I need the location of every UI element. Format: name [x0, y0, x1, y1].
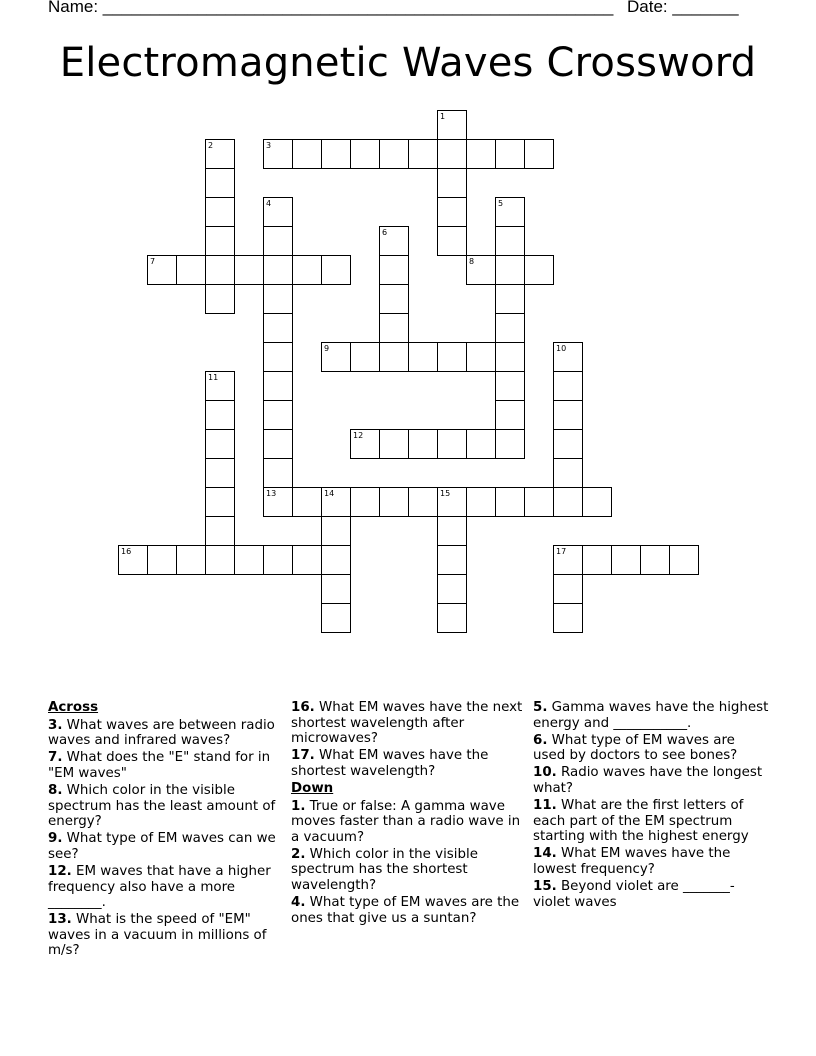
clue-text: What does the "E" stand for in "EM waves"	[48, 750, 271, 781]
crossword-cell[interactable]	[379, 226, 409, 256]
crossword-cell[interactable]	[147, 545, 177, 575]
crossword-cell[interactable]	[263, 255, 293, 285]
crossword-cell[interactable]	[263, 487, 293, 517]
crossword-cell[interactable]	[553, 429, 583, 459]
clue-across-17	[291, 748, 527, 779]
clue-number: 15.	[533, 879, 557, 895]
clue-text: EM waves that have a higher frequency also have a more ________.	[48, 863, 271, 911]
clue-across-16	[291, 700, 527, 747]
crossword-cell[interactable]	[437, 574, 467, 604]
cell-number: 7	[150, 257, 156, 266]
crossword-cell[interactable]	[292, 139, 322, 169]
crossword-cell[interactable]	[263, 342, 293, 372]
cell-number: 3	[266, 141, 272, 150]
crossword-cell[interactable]	[495, 371, 525, 401]
crossword-cell[interactable]	[495, 342, 525, 372]
crossword-cell[interactable]	[524, 487, 554, 517]
clue-number: 16.	[291, 700, 315, 715]
crossword-cell[interactable]	[379, 284, 409, 314]
crossword-cell[interactable]	[321, 487, 351, 517]
cell-number: 11	[208, 373, 219, 382]
crossword-cell[interactable]	[437, 168, 467, 198]
crossword-cell[interactable]	[205, 226, 235, 256]
cell-number: 12	[353, 431, 364, 440]
crossword-cell[interactable]	[263, 284, 293, 314]
crossword-cell[interactable]	[582, 545, 612, 575]
crossword-cell[interactable]	[437, 110, 467, 140]
cell-number: 13	[266, 489, 277, 498]
clue-number: 13.	[48, 912, 72, 928]
crossword-cell[interactable]	[553, 458, 583, 488]
crossword-cell[interactable]	[263, 139, 293, 169]
clue-down-5	[533, 700, 769, 731]
crossword-cell[interactable]	[437, 226, 467, 256]
clue-across-8	[48, 783, 284, 830]
clue-down-14	[533, 846, 769, 877]
clue-text: What type of EM waves are the ones that give us a suntan?	[291, 895, 520, 926]
clue-text: Beyond violet are _______-violet waves	[533, 879, 735, 910]
crossword-cell[interactable]	[205, 458, 235, 488]
clue-down-15	[533, 879, 769, 910]
crossword-cell[interactable]	[495, 139, 525, 169]
crossword-cell[interactable]	[553, 371, 583, 401]
crossword-cell[interactable]	[263, 429, 293, 459]
crossword-cell[interactable]	[205, 371, 235, 401]
date-field-label[interactable]: Date: _______	[627, 0, 739, 16]
crossword-cell[interactable]	[263, 545, 293, 575]
clue-number: 6.	[533, 732, 548, 748]
cell-number: 6	[382, 228, 388, 237]
clue-text: Gamma waves have the highest energy and ___________.	[533, 700, 769, 731]
clue-number: 9.	[48, 831, 63, 847]
crossword-cell[interactable]	[437, 487, 467, 517]
crossword-cell[interactable]	[321, 603, 351, 633]
crossword-cell[interactable]	[176, 255, 206, 285]
crossword-cell[interactable]	[321, 516, 351, 546]
cell-number: 2	[208, 141, 214, 150]
clue-number: 2.	[291, 846, 306, 862]
cell-number: 9	[324, 344, 330, 353]
crossword-cell[interactable]	[437, 545, 467, 575]
crossword-cell[interactable]	[495, 429, 525, 459]
crossword-cell[interactable]	[408, 487, 438, 517]
crossword-cell[interactable]	[437, 197, 467, 227]
clue-text: What are the first letters of each part of the EM spectrum starting with the highest energy	[533, 798, 749, 845]
clue-number: 5.	[533, 700, 548, 715]
crossword-cell[interactable]	[495, 487, 525, 517]
clue-text: What EM waves have the next shortest wavelength after microwaves?	[291, 700, 523, 747]
clue-text: True or false: A gamma wave moves faster than a radio wave in a vacuum?	[291, 798, 521, 845]
crossword-cell[interactable]	[205, 168, 235, 198]
clue-across-3	[48, 718, 284, 749]
clue-number: 3.	[48, 717, 63, 733]
clue-down-11	[533, 798, 769, 845]
clue-text: What EM waves have the lowest frequency?	[533, 846, 731, 877]
crossword-cell[interactable]	[205, 545, 235, 575]
page-title: Electromagnetic Waves Crossword	[59, 40, 757, 86]
crossword-cell[interactable]	[379, 342, 409, 372]
crossword-cell[interactable]	[379, 313, 409, 343]
crossword-cell[interactable]	[379, 139, 409, 169]
crossword-cell[interactable]	[466, 255, 496, 285]
crossword-cell[interactable]	[379, 255, 409, 285]
crossword-cell[interactable]	[495, 400, 525, 430]
crossword-cell[interactable]	[495, 197, 525, 227]
crossword-cell[interactable]	[321, 574, 351, 604]
clue-text: What waves are between radio waves and infrared waves?	[48, 717, 275, 749]
crossword-cell[interactable]	[553, 342, 583, 372]
clue-across-13	[48, 912, 284, 959]
cell-number: 4	[266, 199, 272, 208]
crossword-cell[interactable]	[205, 139, 235, 169]
clue-down-10	[533, 765, 769, 796]
crossword-cell[interactable]	[118, 545, 148, 575]
crossword-cell[interactable]	[408, 342, 438, 372]
crossword-cell[interactable]	[350, 139, 380, 169]
crossword-cell[interactable]	[321, 342, 351, 372]
crossword-cell[interactable]	[553, 487, 583, 517]
crossword-cell[interactable]	[524, 255, 554, 285]
crossword-cell[interactable]	[495, 313, 525, 343]
crossword-cell[interactable]	[379, 487, 409, 517]
clue-number: 10.	[533, 765, 557, 781]
crossword-cell[interactable]	[205, 487, 235, 517]
crossword-cell[interactable]	[553, 574, 583, 604]
crossword-cell[interactable]	[437, 342, 467, 372]
crossword-cell[interactable]	[379, 429, 409, 459]
clue-text: Which color in the visible spectrum has the least amount of energy?	[48, 782, 276, 830]
clues-column-1	[48, 700, 284, 961]
crossword-cell[interactable]	[263, 226, 293, 256]
crossword-cell[interactable]	[205, 197, 235, 227]
crossword-cell[interactable]	[611, 545, 641, 575]
crossword-cell[interactable]	[350, 429, 380, 459]
across-heading: Across	[48, 700, 99, 715]
crossword-cell[interactable]	[147, 255, 177, 285]
crossword-cell[interactable]	[582, 487, 612, 517]
clue-number: 17.	[291, 748, 315, 764]
clue-down-4	[291, 895, 527, 926]
clue-text: Which color in the visible spectrum has the shortest wavelength?	[291, 846, 478, 894]
clue-down-2	[291, 847, 527, 894]
crossword-cell[interactable]	[408, 429, 438, 459]
crossword-cell[interactable]	[495, 284, 525, 314]
clue-down-6	[533, 733, 769, 764]
crossword-cell[interactable]	[321, 255, 351, 285]
clue-number: 1.	[291, 798, 306, 814]
clue-number: 7.	[48, 750, 63, 766]
crossword-cell[interactable]	[205, 429, 235, 459]
crossword-cell[interactable]	[292, 255, 322, 285]
clues-column-2	[291, 700, 527, 928]
crossword-cell[interactable]	[234, 255, 264, 285]
crossword-cell[interactable]	[292, 545, 322, 575]
clue-across-7	[48, 750, 284, 781]
crossword-cell[interactable]	[321, 139, 351, 169]
clues-column-3	[533, 700, 769, 912]
crossword-cell[interactable]	[524, 139, 554, 169]
cell-number: 1	[440, 112, 446, 121]
crossword-cell[interactable]	[553, 603, 583, 633]
crossword-cell[interactable]	[263, 400, 293, 430]
down-heading: Down	[291, 780, 334, 796]
crossword-cell[interactable]	[350, 487, 380, 517]
crossword-cell[interactable]	[466, 429, 496, 459]
clue-across-9	[48, 831, 284, 862]
crossword-cell[interactable]	[321, 545, 351, 575]
clue-text: Radio waves have the longest what?	[533, 765, 763, 796]
crossword-cell[interactable]	[205, 284, 235, 314]
crossword-cell[interactable]	[263, 197, 293, 227]
crossword-cell[interactable]	[234, 545, 264, 575]
cell-number: 17	[556, 547, 567, 556]
crossword-cell[interactable]	[176, 545, 206, 575]
cell-number: 15	[440, 489, 451, 498]
clue-down-1	[291, 799, 527, 846]
clue-text: What is the speed of "EM" waves in a vacuum in millions of m/s?	[48, 912, 267, 959]
clue-number: 8.	[48, 782, 63, 798]
cell-number: 16	[121, 547, 132, 556]
crossword-cell[interactable]	[553, 545, 583, 575]
crossword-cell[interactable]	[466, 487, 496, 517]
cell-number: 5	[498, 199, 504, 208]
crossword-cell[interactable]	[437, 603, 467, 633]
clue-number: 11.	[533, 798, 557, 814]
clue-text: What type of EM waves are used by doctors to see bones?	[533, 732, 738, 764]
crossword-cell[interactable]	[205, 255, 235, 285]
crossword-cell[interactable]	[640, 545, 670, 575]
crossword-cell[interactable]	[350, 342, 380, 372]
cell-number: 10	[556, 344, 567, 353]
crossword-cell[interactable]	[669, 545, 699, 575]
cell-number: 14	[324, 489, 335, 498]
crossword-cell[interactable]	[205, 400, 235, 430]
crossword-cell[interactable]	[263, 458, 293, 488]
clue-number: 14.	[533, 846, 557, 862]
crossword-cell[interactable]	[263, 371, 293, 401]
clue-number: 12.	[48, 863, 72, 879]
clue-number: 4.	[291, 895, 306, 911]
clue-text: What type of EM waves can we see?	[48, 831, 276, 862]
crossword-cell[interactable]	[292, 487, 322, 517]
crossword-cell[interactable]	[466, 342, 496, 372]
crossword-cell[interactable]	[495, 255, 525, 285]
clue-across-12	[48, 864, 284, 911]
crossword-cell[interactable]	[437, 139, 467, 169]
crossword-cell[interactable]	[205, 516, 235, 546]
crossword-cell[interactable]	[263, 313, 293, 343]
clue-text: What EM waves have the shortest wavelength?	[291, 748, 489, 779]
crossword-cell[interactable]	[408, 139, 438, 169]
crossword-cell[interactable]	[437, 429, 467, 459]
crossword-cell[interactable]	[553, 400, 583, 430]
name-field-label[interactable]: Name: ______________________________________________________	[48, 0, 614, 16]
cell-number: 8	[469, 257, 475, 266]
crossword-cell[interactable]	[495, 226, 525, 256]
crossword-cell[interactable]	[466, 139, 496, 169]
crossword-cell[interactable]	[437, 516, 467, 546]
